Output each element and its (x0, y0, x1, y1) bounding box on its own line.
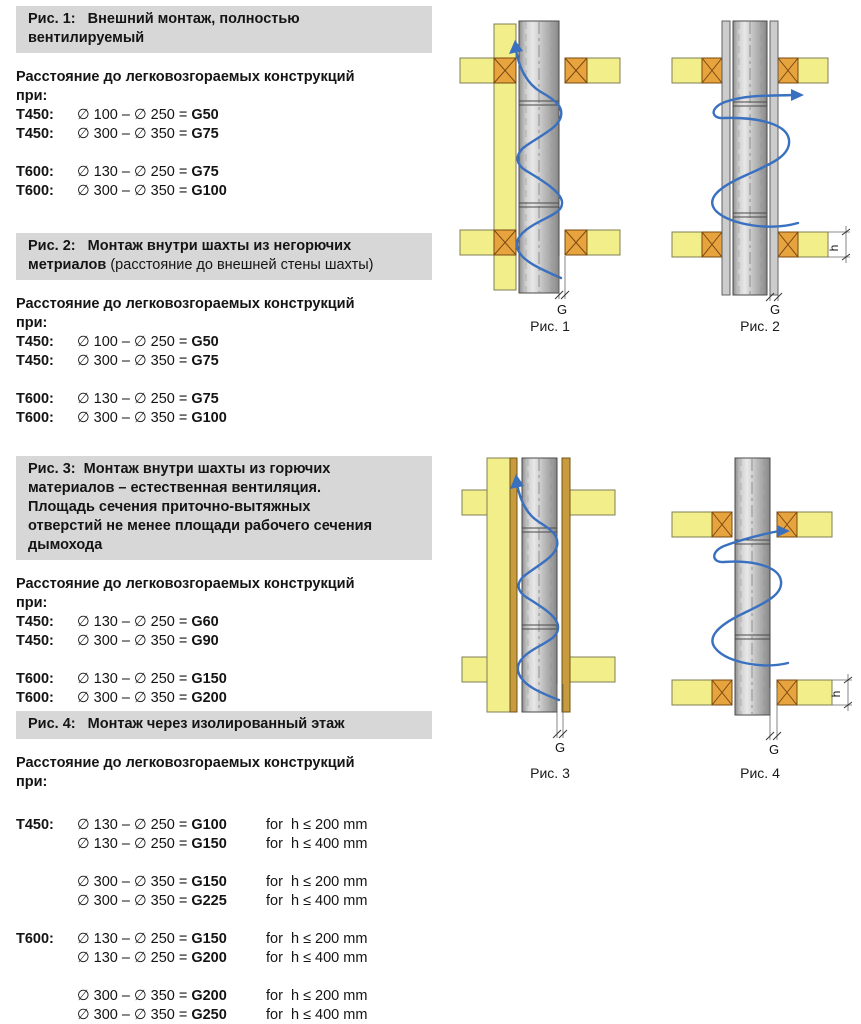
h-dimension-label: h (829, 690, 843, 698)
header-line: вентилируемый (28, 30, 145, 46)
g-value: G75 (191, 126, 219, 142)
temp-class-label: Т600: (16, 410, 54, 426)
spec-row (16, 670, 432, 689)
height-condition: for h ≤ 200 mm (266, 931, 368, 947)
g-value: G100 (191, 183, 227, 199)
g-value: G200 (191, 988, 227, 1004)
height-condition: for h ≤ 200 mm (266, 817, 368, 833)
figure-caption: Рис. 3 (530, 765, 570, 781)
height-condition: for h ≤ 400 mm (266, 836, 368, 852)
diameter-range: ∅ 300 – ∅ 350 = (77, 1007, 188, 1023)
figure-caption: Рис. 2 (740, 318, 780, 334)
chimney-pipe (735, 458, 770, 715)
section-2-header-bar (16, 233, 432, 280)
g-value: G150 (191, 874, 227, 890)
temp-class-label (16, 949, 77, 968)
temp-class-label: Т600: (16, 690, 54, 706)
spec-row (16, 613, 432, 632)
section-4-spec-rows (16, 816, 432, 1024)
section-3-spec-rows (16, 613, 432, 708)
spec-row (16, 409, 432, 428)
temp-class-label: Т600: (16, 931, 54, 947)
spec-row (16, 1006, 432, 1024)
temp-class-label (16, 873, 77, 892)
height-condition: for h ≤ 400 mm (266, 950, 368, 966)
section-1-header-bar (16, 6, 432, 53)
temp-class-label: Т450: (16, 817, 54, 833)
g-value: G100 (191, 410, 227, 426)
header-line: Рис. 3: Монтаж внутри шахты из горючих (28, 461, 331, 477)
diameter-range: ∅ 130 – ∅ 250 = (77, 671, 188, 687)
diameter-range: ∅ 130 – ∅ 250 = (77, 164, 188, 180)
figure-3 (455, 448, 645, 781)
chimney-pipe (733, 21, 767, 295)
diameter-range: ∅ 300 – ∅ 350 = (77, 893, 188, 909)
header-line: Рис. 4: Монтаж через изолированный этаж (28, 716, 345, 732)
g-value: G200 (191, 950, 227, 966)
temp-class-label: Т600: (16, 183, 54, 199)
section-3-intro: Расстояние до легковозгораемых конструкций при: (16, 576, 355, 611)
header-line: Рис. 1: Внешний монтаж, полностью (28, 11, 300, 27)
diameter-range: ∅ 300 – ∅ 350 = (77, 690, 188, 706)
diameter-range: ∅ 300 – ∅ 350 = (77, 183, 188, 199)
g-value: G75 (191, 391, 219, 407)
section-2 (16, 233, 432, 428)
dimension-h (827, 226, 850, 263)
section-1-spec-rows (16, 106, 432, 201)
g-value: G50 (191, 334, 219, 350)
h-dimension-label: h (827, 244, 841, 252)
g-value: G150 (191, 836, 227, 852)
diameter-range: ∅ 300 – ∅ 350 = (77, 353, 188, 369)
g-value: G150 (191, 931, 227, 947)
diameter-range: ∅ 300 – ∅ 350 = (77, 988, 188, 1004)
spec-row (16, 816, 432, 835)
g-value: G200 (191, 690, 227, 706)
temp-class-label (16, 1006, 77, 1024)
spec-row (16, 987, 432, 1006)
spec-row (16, 873, 432, 892)
spec-row (16, 930, 432, 949)
diameter-range: ∅ 130 – ∅ 250 = (77, 836, 188, 852)
section-2-intro: Расстояние до легковозгораемых конструкций при: (16, 296, 355, 331)
g-dimension-label: G (556, 302, 568, 316)
g-dimension-label: G (769, 302, 781, 316)
section-4 (16, 711, 432, 1024)
temp-class-label: Т450: (16, 107, 54, 123)
temp-class-label (16, 987, 77, 1006)
temp-class-label: Т450: (16, 334, 54, 350)
chimney-diagram-4 (660, 448, 860, 763)
spec-row (16, 835, 432, 854)
spec-row (16, 163, 432, 182)
spec-row (16, 125, 432, 144)
chimney-pipe (519, 21, 559, 293)
section-1-intro: Расстояние до легковозгораемых конструкций при: (16, 69, 355, 104)
diameter-range: ∅ 300 – ∅ 350 = (77, 126, 188, 142)
g-value: G150 (191, 671, 227, 687)
spec-row (16, 182, 432, 201)
chimney-pipe (522, 458, 557, 712)
temp-class-label: Т600: (16, 164, 54, 180)
g-value: G50 (191, 107, 219, 123)
g-dimension-label: G (768, 742, 780, 757)
figure-4 (660, 448, 860, 781)
chimney-diagram-1 (455, 16, 645, 316)
airflow-arrow (791, 89, 804, 101)
chimney-diagram-2 (660, 16, 860, 316)
figure-1 (455, 16, 645, 334)
chimney-diagram-3 (455, 448, 645, 763)
g-value: G250 (191, 1007, 227, 1023)
g-value: G75 (191, 164, 219, 180)
header-line: материалов – естественная вентиляция. (28, 480, 321, 496)
spec-row (16, 892, 432, 911)
spec-row (16, 949, 432, 968)
header-line: метриалов (расстояние до внешней стены шахты) (28, 257, 374, 273)
height-condition: for h ≤ 200 mm (266, 874, 368, 890)
section-4-intro: Расстояние до легковозгораемых конструкций при: (16, 755, 355, 790)
diameter-range: ∅ 100 – ∅ 250 = (77, 334, 188, 350)
section-1 (16, 6, 432, 201)
header-line: Площадь сечения приточно-вытяжных (28, 499, 311, 515)
temp-class-label: Т450: (16, 353, 54, 369)
height-condition: for h ≤ 200 mm (266, 988, 368, 1004)
spec-row (16, 689, 432, 708)
header-line: дымохода (28, 537, 103, 553)
height-condition: for h ≤ 400 mm (266, 1007, 368, 1023)
diameter-range: ∅ 130 – ∅ 250 = (77, 817, 188, 833)
height-condition: for h ≤ 400 mm (266, 893, 368, 909)
g-value: G75 (191, 353, 219, 369)
diameter-range: ∅ 130 – ∅ 250 = (77, 391, 188, 407)
g-value: G60 (191, 614, 219, 630)
g-value: G100 (191, 817, 227, 833)
temp-class-label (16, 892, 77, 911)
spec-row (16, 106, 432, 125)
header-line: Рис. 2: Монтаж внутри шахты из негорючих (28, 238, 352, 254)
diameter-range: ∅ 300 – ∅ 350 = (77, 874, 188, 890)
g-dimension-label: G (554, 740, 566, 755)
spec-row (16, 390, 432, 409)
spec-row (16, 352, 432, 371)
diameter-range: ∅ 130 – ∅ 250 = (77, 931, 188, 947)
section-3 (16, 456, 432, 708)
section-2-spec-rows (16, 333, 432, 428)
spec-row (16, 632, 432, 651)
diameter-range: ∅ 100 – ∅ 250 = (77, 107, 188, 123)
section-3-header-bar (16, 456, 432, 560)
temp-class-label (16, 835, 77, 854)
temp-class-label: Т600: (16, 671, 54, 687)
section-4-header-bar (16, 711, 432, 739)
diameter-range: ∅ 130 – ∅ 250 = (77, 614, 188, 630)
temp-class-label: Т450: (16, 633, 54, 649)
header-line: отверстий не менее площади рабочего сечения (28, 518, 373, 534)
figure-2 (660, 16, 860, 334)
figure-caption: Рис. 4 (740, 765, 780, 781)
diameter-range: ∅ 300 – ∅ 350 = (77, 410, 188, 426)
figure-caption: Рис. 1 (530, 318, 570, 334)
diameter-range: ∅ 300 – ∅ 350 = (77, 633, 188, 649)
g-value: G90 (191, 633, 219, 649)
temp-class-label: Т600: (16, 391, 54, 407)
diameter-range: ∅ 130 – ∅ 250 = (77, 950, 188, 966)
spec-row (16, 333, 432, 352)
temp-class-label: Т450: (16, 614, 54, 630)
g-value: G225 (191, 893, 227, 909)
temp-class-label: Т450: (16, 126, 54, 142)
